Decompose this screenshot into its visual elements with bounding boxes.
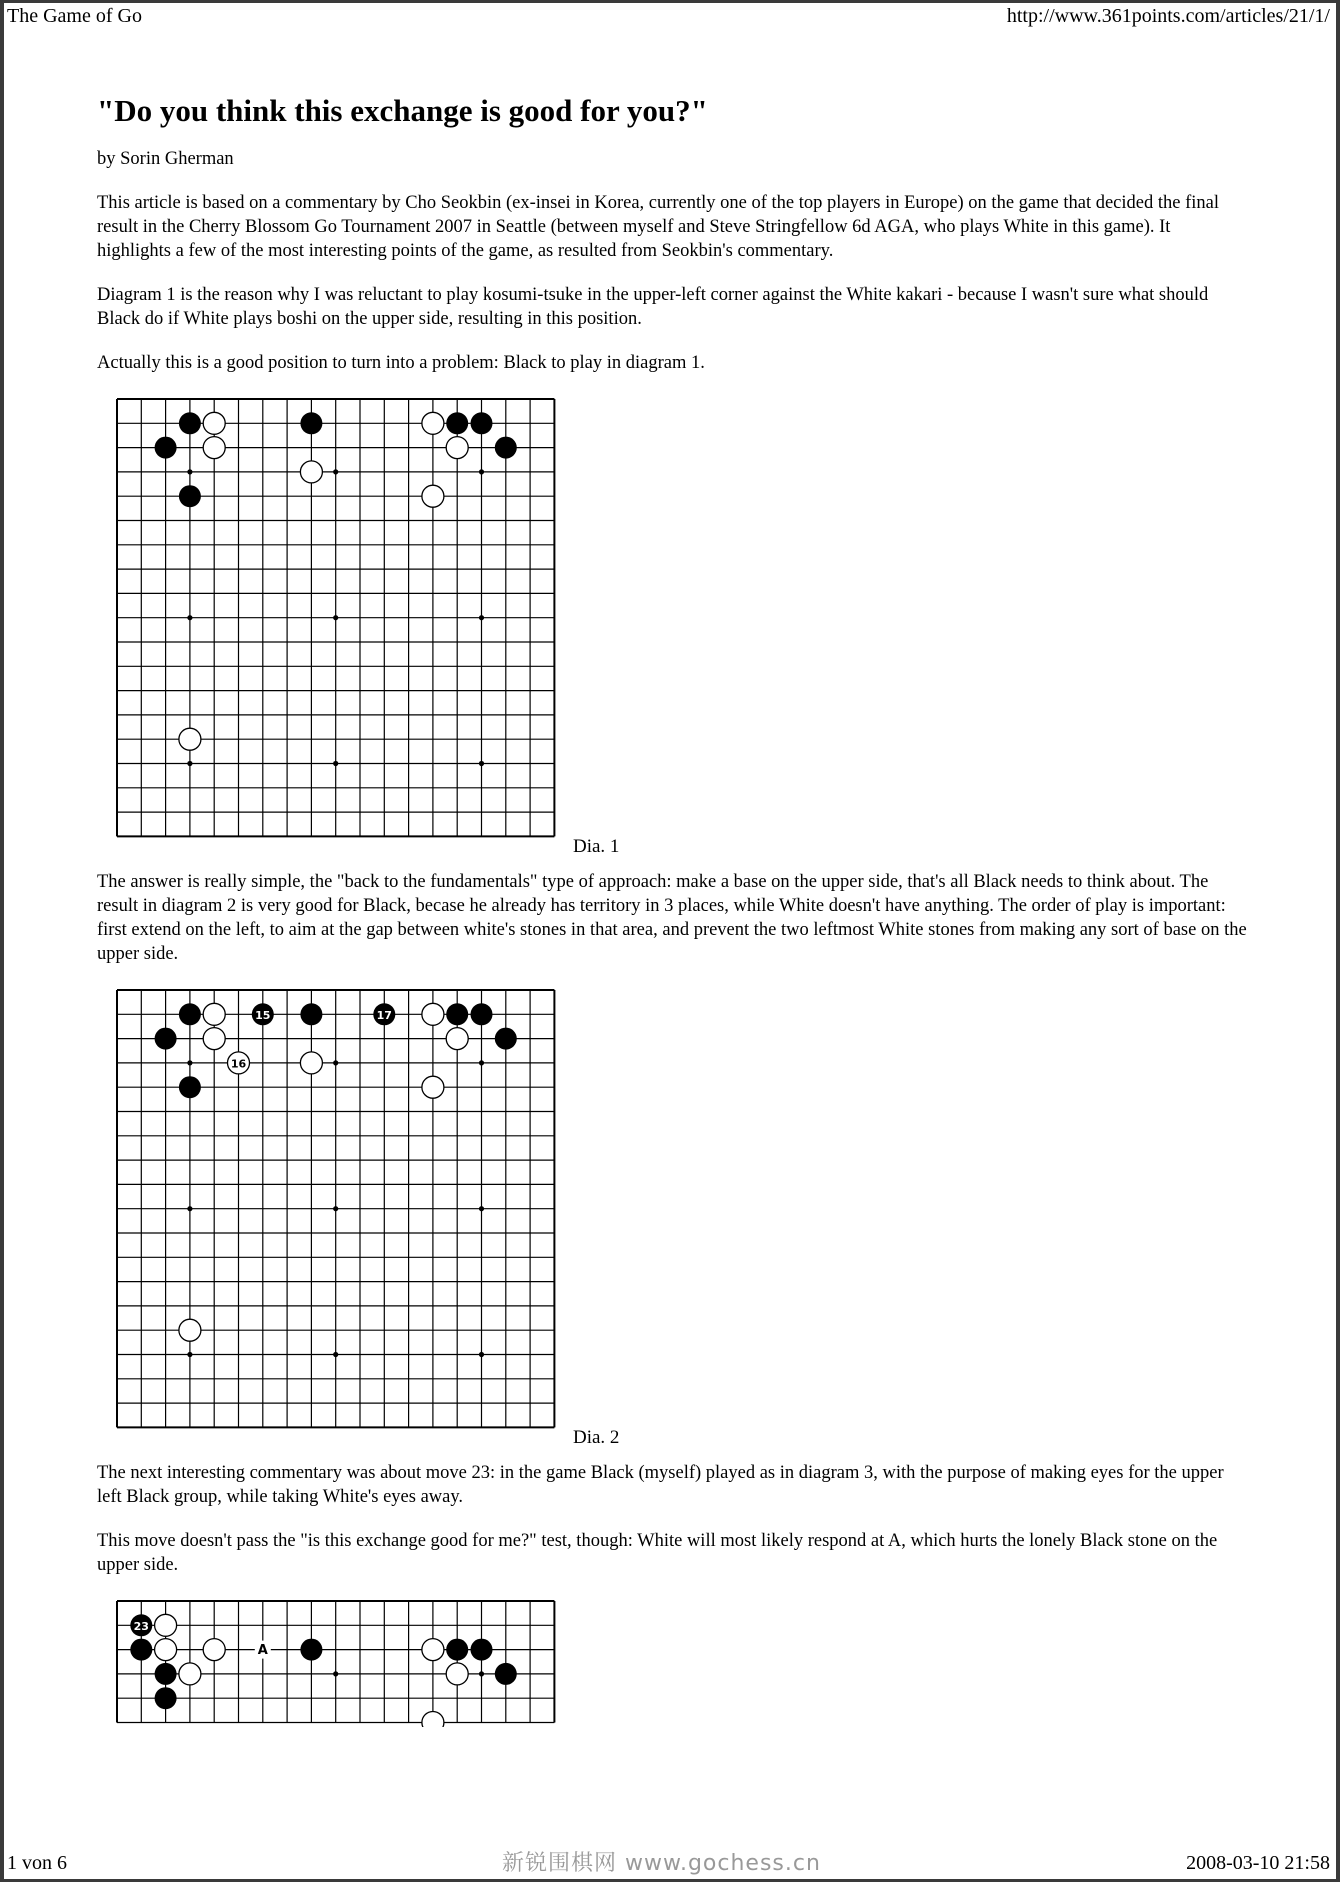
star-point <box>479 1671 484 1676</box>
article-title: "Do you think this exchange is good for you?" <box>97 93 708 128</box>
black-stone <box>179 412 201 434</box>
go-board-2 <box>113 986 558 1431</box>
star-point <box>187 615 192 620</box>
star-point <box>479 761 484 766</box>
go-diagram-1 <box>97 395 1247 870</box>
black-stone <box>495 437 517 459</box>
black-stone <box>300 412 322 434</box>
diagram-caption-1: Dia. 1 <box>573 836 620 857</box>
article-paragraph-2: Diagram 1 is the reason why I was reluctant to play kosumi-tsuke in the upper-left corner against the White kakari - because I wasn't sure what should Black do if White plays boshi on the upper side, resulting in this position. <box>97 285 1209 329</box>
move-label: 23 <box>133 1619 149 1633</box>
article-byline: by Sorin Gherman <box>97 149 234 169</box>
white-stone <box>300 1052 322 1074</box>
black-stone <box>155 1028 177 1050</box>
white-stone <box>446 1028 468 1050</box>
white-stone <box>446 437 468 459</box>
white-stone <box>446 1663 468 1685</box>
header-title: The Game of Go <box>7 5 142 27</box>
article-paragraph-1: This article is based on a commentary by Cho Seokbin (ex-insei in Korea, currently one of the top players in Europe) on the game that decided the final result in the Cherry Blossom Go Tournament 2007 in Seattle (between myself and Steve Stringfellow 6d AGA, who plays White in this game). It highlights a few of the most interesting points of the game, as resulted from Seokbin's commentary. <box>97 193 1219 261</box>
document-page <box>4 3 1336 1879</box>
white-stone <box>203 1003 225 1025</box>
move-label: 15 <box>255 1008 271 1022</box>
star-point <box>333 1671 338 1676</box>
go-diagram-3 <box>97 1597 1247 1737</box>
white-stone <box>203 1028 225 1050</box>
star-point <box>187 469 192 474</box>
star-point <box>479 1352 484 1357</box>
white-stone <box>422 1003 444 1025</box>
black-stone <box>471 1639 493 1661</box>
black-stone <box>446 1639 468 1661</box>
white-stone <box>422 1639 444 1661</box>
star-point <box>479 469 484 474</box>
black-stone <box>471 1003 493 1025</box>
star-point <box>333 469 338 474</box>
star-point <box>333 1060 338 1065</box>
white-stone <box>179 728 201 750</box>
black-stone <box>300 1639 322 1661</box>
white-stone <box>422 1076 444 1098</box>
move-label: 17 <box>376 1008 392 1022</box>
black-stone <box>300 1003 322 1025</box>
white-stone <box>155 1614 177 1636</box>
star-point <box>333 1352 338 1357</box>
white-stone <box>203 1639 225 1661</box>
move-label: A <box>257 1643 268 1659</box>
white-stone <box>179 1663 201 1685</box>
black-stone <box>179 1076 201 1098</box>
black-stone <box>495 1663 517 1685</box>
diagram-caption-2: Dia. 2 <box>573 1427 620 1448</box>
article-paragraph-5: The next interesting commentary was about move 23: in the game Black (myself) played as in diagram 3, with the purpose of making eyes for the upper left Black group, while taking White's eyes away. <box>97 1463 1224 1507</box>
go-board-3 <box>113 1597 558 1727</box>
footer-watermark: 新锐围棋网 www.gochess.cn <box>502 1851 821 1876</box>
star-point <box>187 761 192 766</box>
article-content <box>97 93 1247 1737</box>
star-point <box>479 1060 484 1065</box>
move-label: 16 <box>230 1057 247 1071</box>
star-point <box>187 1352 192 1357</box>
black-stone <box>155 1687 177 1709</box>
go-diagram-2 <box>97 986 1247 1461</box>
star-point <box>479 1206 484 1211</box>
black-stone <box>446 412 468 434</box>
article-paragraph-6: This move doesn't pass the "is this exchange good for me?" test, though: White will most likely respond at A, which hurts the lonely Black stone on the upper side. <box>97 1531 1218 1575</box>
white-stone <box>179 1319 201 1341</box>
black-stone <box>471 412 493 434</box>
star-point <box>333 615 338 620</box>
white-stone <box>203 412 225 434</box>
star-point <box>333 761 338 766</box>
black-stone <box>155 1663 177 1685</box>
header-url: http://www.361points.com/articles/21/1/ <box>1006 5 1330 27</box>
go-board-1 <box>113 395 558 840</box>
footer-page-number: 1 von 6 <box>7 1852 67 1874</box>
black-stone <box>155 437 177 459</box>
article-paragraph-3: Actually this is a good position to turn into a problem: Black to play in diagram 1. <box>97 353 705 373</box>
footer-timestamp: 2008-03-10 21:58 <box>1186 1852 1330 1874</box>
star-point <box>187 1206 192 1211</box>
black-stone <box>446 1003 468 1025</box>
star-point <box>479 615 484 620</box>
black-stone <box>179 485 201 507</box>
white-stone <box>422 412 444 434</box>
white-stone <box>422 485 444 507</box>
black-stone <box>179 1003 201 1025</box>
article-paragraph-4: The answer is really simple, the "back to the fundamentals" type of approach: make a base on the upper side, that's all Black needs to think about. The result in diagram 2 is very good for Black, becase he already has territory in 3 places, while White doesn't have anything. The order of play is important: first extend on the left, to aim at the gap between white's stones in that area, and prevent the two leftmost White stones from making any sort of base on the upper side. <box>97 872 1247 964</box>
white-stone <box>422 1712 444 1727</box>
white-stone <box>155 1639 177 1661</box>
black-stone <box>130 1639 152 1661</box>
black-stone <box>495 1028 517 1050</box>
star-point <box>333 1206 338 1211</box>
star-point <box>187 1060 192 1065</box>
white-stone <box>300 461 322 483</box>
white-stone <box>203 437 225 459</box>
